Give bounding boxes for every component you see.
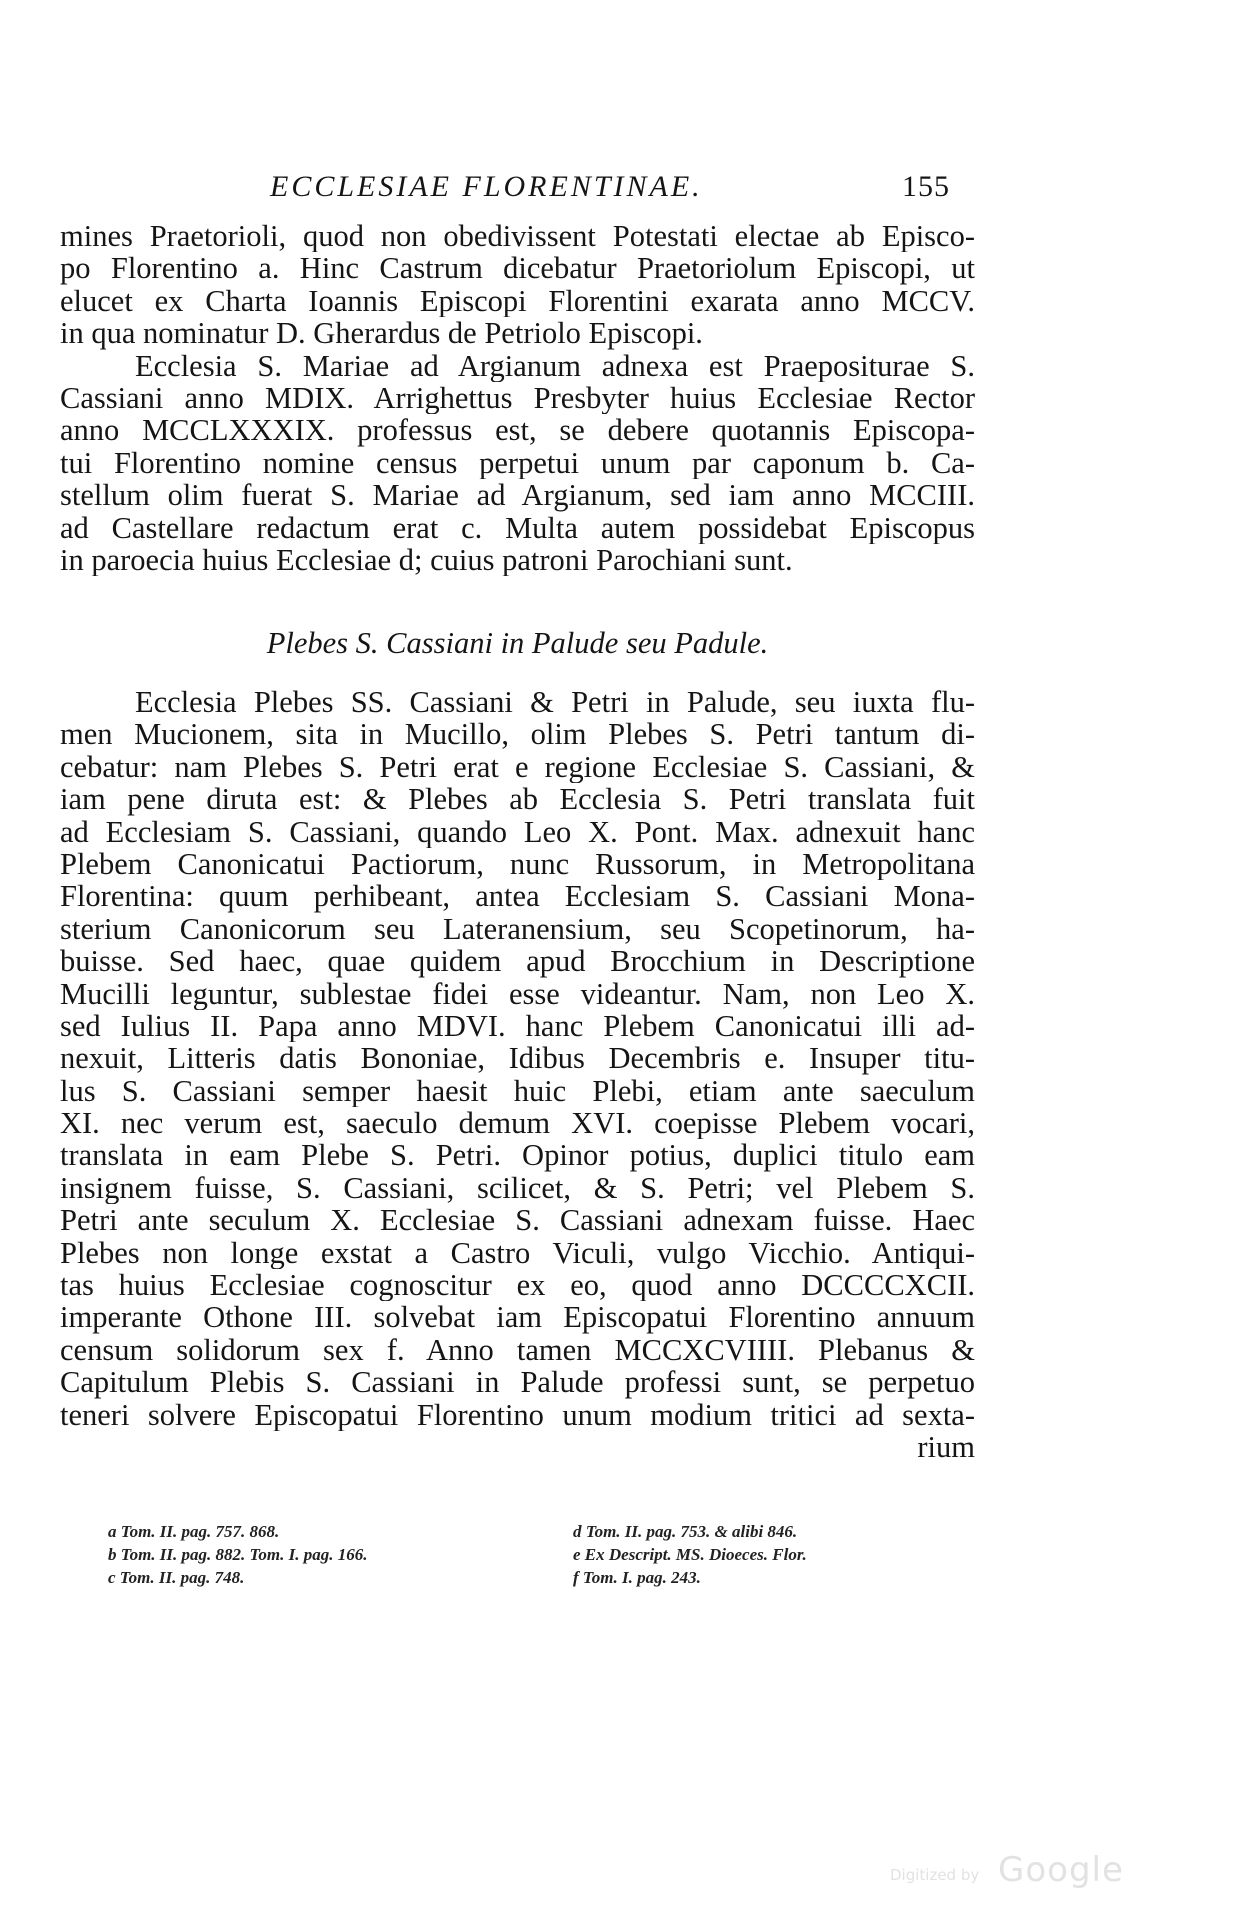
footnotes-right-column — [573, 1520, 1003, 1589]
text-line: censum solidorum sex f. Anno tamen MCCXCVIIII. Plebanus & — [60, 1333, 975, 1367]
text-line: Ecclesia S. Mariae ad Argianum adnexa est Praeposituraе S. — [135, 349, 975, 382]
footnote: d Tom. II. pag. 753. & alibi 846. — [573, 1522, 798, 1541]
text-line: lus S. Cassiani semper haesit huic Plebi, etiam ante saeculum — [60, 1074, 975, 1108]
text-line: Capitulum Plebis S. Cassiani in Palude professi sunt, se perpetuo — [60, 1366, 975, 1399]
text-line: Plebem Canonicatui Pactiorum, nunc Russorum, in Metropolitana — [60, 847, 975, 881]
page-number: 155 — [902, 170, 950, 203]
text-line: in paroecia huius Ecclesiae d; cuius patroni Parochiani sunt. — [60, 543, 793, 577]
body-text-top — [60, 220, 975, 576]
text-line: anno MCCLXXXIX. professus est, se debere quotannis Episcopa- — [60, 414, 975, 447]
text-line: buisse. Sed haec, quae quidem apud Brocchium in Descriptione — [60, 945, 975, 978]
text-line: elucet ex Charta Ioannis Episcopi Florentini exarata anno MCCV. — [60, 284, 975, 318]
running-header — [270, 170, 950, 210]
text-line: ad Ecclesiam S. Cassiani, quando Leo X. Pont. Max. adnexuit hanc — [60, 815, 975, 848]
body-text-main — [60, 686, 975, 1463]
text-line: teneri solvere Episcopatui Florentino unum modium tritici ad sexta- — [60, 1398, 975, 1431]
text-line: stellum olim fuerat S. Mariae ad Argianum, sed iam anno MCCIII. — [60, 479, 975, 512]
watermark-caption: Digitized by — [890, 1866, 980, 1884]
footnote: e Ex Descript. MS. Dioeces. Flor. — [573, 1545, 807, 1564]
text-line: Cassiani anno MDIX. Arrighettus Presbyter huius Ecclesiae Rector — [60, 381, 975, 415]
text-line: sed Iulius II. Papa anno MDVI. hanc Plebem Canonicatui illi ad- — [60, 1009, 975, 1043]
text-line: iam pene diruta est: & Plebes ab Ecclesia S. Petri translata fuit — [60, 783, 975, 816]
text-line: po Florentino a. Hinc Castrum dicebatur Praetoriolum Episcopi, ut — [60, 252, 975, 285]
text-line: Ecclesia Plebes SS. Cassiani & Petri in Palude, seu iuxta flu- — [135, 686, 975, 719]
text-line: mines Praetorioli, quod non obedivissent Potestati electae ab Episco- — [60, 220, 975, 253]
text-line: Florentina: quum perhibeant, antea Ecclesiam S. Cassiani Mona- — [60, 880, 975, 913]
footnotes-left-column — [108, 1520, 538, 1589]
text-line: Petri ante seculum X. Ecclesiae S. Cassiani adnexam fuisse. Haec — [60, 1204, 975, 1237]
text-line: imperante Othone III. solvebat iam Episcopatui Florentino annuum — [60, 1301, 975, 1334]
text-line: men Mucionem, sita in Mucillo, olim Plebes S. Petri tantum di- — [60, 718, 975, 751]
footnote: b Tom. II. pag. 882. Tom. I. pag. 166. — [108, 1545, 368, 1564]
footnote: a Tom. II. pag. 757. 868. — [108, 1522, 280, 1541]
text-line: in qua nominatur D. Gherardus de Petriolo Episcopi. — [60, 317, 703, 350]
text-line: cebatur: nam Plebes S. Petri erat e regione Ecclesiae S. Cassiani, & — [60, 750, 975, 784]
text-line: insignem fuisse, S. Cassiani, scilicet, & S. Petri; vel Plebem S. — [60, 1171, 975, 1205]
footnote: f Tom. I. pag. 243. — [573, 1568, 701, 1587]
footnote: c Tom. II. pag. 748. — [108, 1568, 245, 1587]
text-line: Plebes non longe exstat a Castro Viculi, vulgo Vicchio. Antiqui- — [60, 1236, 975, 1270]
text-line: tui Florentino nomine census perpetui unum par caponum b. Ca- — [60, 446, 975, 480]
digitization-watermark — [890, 1850, 1210, 1890]
running-title: ECCLESIAE FLORENTINAE. — [270, 170, 703, 203]
catchword: rium — [917, 1430, 975, 1464]
text-line: tas huius Ecclesiae cognoscitur ex eo, quod anno DCCCCXCII. — [60, 1269, 975, 1302]
section-heading: Plebes S. Cassiani in Palude seu Padule. — [266, 626, 769, 660]
text-line: ad Castellare redactum erat c. Multa autem possidebat Episcopus — [60, 511, 975, 544]
text-line: translata in eam Plebe S. Petri. Opinor potius, duplici titulo eam — [60, 1139, 975, 1172]
text-line: nexuit, Litteris datis Bononiae, Idibus Decembris e. Insuper titu- — [60, 1042, 975, 1075]
text-line: XI. nec verum est, saeculo demum XVI. coepisse Plebem vocari, — [60, 1107, 975, 1140]
google-logo-watermark: Google — [998, 1850, 1124, 1890]
text-line: Mucilli leguntur, sublestae fidei esse videantur. Nam, non Leo X. — [60, 977, 975, 1010]
text-line: sterium Canonicorum seu Lateranensium, seu Scopetinorum, ha- — [60, 912, 975, 946]
